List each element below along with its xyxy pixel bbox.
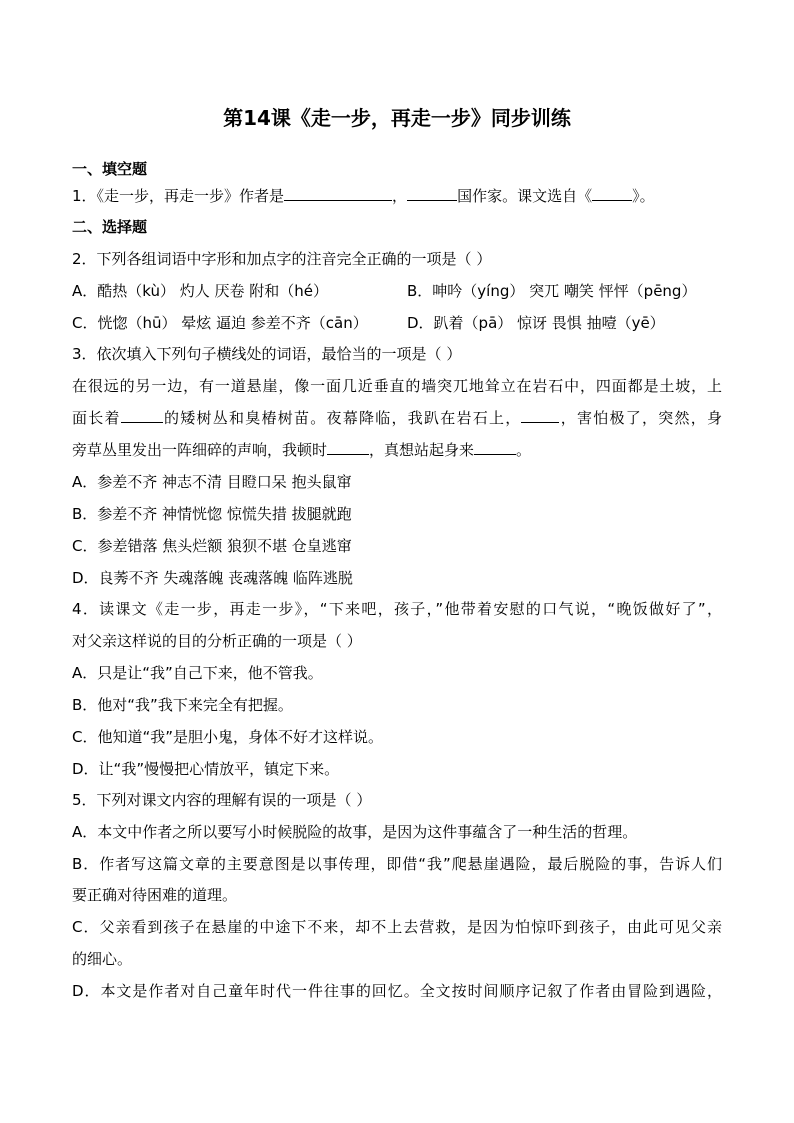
author-blank[interactable] xyxy=(284,185,392,201)
blank-1[interactable] xyxy=(121,407,163,423)
question-2-option-c: C．恍惚（hū） 晕炫 逼迫 参差不齐（cān） xyxy=(72,314,368,332)
question-1-text-c: 国作家。课文选自《 xyxy=(457,187,593,205)
question-4-option-c: C．他知道“我”是胆小鬼，身体不好才这样说。 xyxy=(72,728,384,746)
question-4-option-a: A．只是让“我”自己下来，他不管我。 xyxy=(72,664,323,682)
question-5-option-c-line-1: C．父亲看到孩子在悬崖的中途下不来，却不上去营救，是因为怕惊吓到孩子，由此可见父亲 xyxy=(72,918,722,936)
question-5-option-d-line-1: D．本文是作者对自己童年时代一件往事的回忆。全文按时间顺序记叙了作者由冒险到遇险， xyxy=(72,982,722,1000)
question-3-option-b: B．参差不齐 神情恍惚 惊慌失措 拔腿就跑 xyxy=(72,505,352,523)
blank-2[interactable] xyxy=(521,407,559,423)
question-2-stem: 2．下列各组词语中字形和加点字的注音完全正确的一项是（ ） xyxy=(72,250,492,268)
question-1-text-a: 1．《走一步，再走一步》作者是 xyxy=(72,187,285,205)
passage-text: 旁草丛里发出一阵细碎的声响，我顿时 xyxy=(72,441,328,459)
section-heading-fill: 一、填空题 xyxy=(72,160,148,178)
section-heading-choice: 二、选择题 xyxy=(72,218,148,236)
question-3-option-c: C．参差错落 焦头烂额 狼狈不堪 仓皇逃窜 xyxy=(72,537,352,555)
question-2-option-b: B．呻吟（yíng） 突兀 嘲笑 怦怦（pēng） xyxy=(407,282,697,300)
question-4-stem-line-1: 4．读课文《走一步，再走一步》，“下来吧，孩子，”他带着安慰的口气说，“晚饭做好了”， xyxy=(72,600,722,618)
question-3-stem: 3．依次填入下列句子横线处的词语，最恰当的一项是（ ） xyxy=(72,345,462,363)
question-5-option-a: A．本文中作者之所以要写小时候脱险的故事，是因为这件事蕴含了一种生活的哲理。 xyxy=(72,823,638,841)
country-blank[interactable] xyxy=(407,185,457,201)
question-3-option-a: A．参差不齐 神志不清 目瞪口呆 抱头鼠窜 xyxy=(72,473,352,491)
question-3-passage-line-3 xyxy=(72,439,531,461)
source-blank[interactable] xyxy=(592,185,632,201)
blank-4[interactable] xyxy=(474,439,516,455)
question-3-passage-line-2 xyxy=(72,407,722,429)
question-5-option-b-line-1: B．作者写这篇文章的主要意图是以事传理，即借“我”爬悬崖遇险，最后脱险的事，告诉人们 xyxy=(72,855,722,873)
question-1-text-b: ， xyxy=(392,187,408,205)
question-1-text-d: 》。 xyxy=(632,187,655,205)
question-5-stem: 5．下列对课文内容的理解有误的一项是（ ） xyxy=(72,791,372,809)
question-4-stem-line-2: 对父亲这样说的目的分析正确的一项是（ ） xyxy=(72,632,362,650)
passage-text: 。 xyxy=(516,441,532,459)
passage-text: ，真想站起身来 xyxy=(369,441,475,459)
question-3-option-d: D．良莠不齐 失魂落魄 丧魂落魄 临阵逃脱 xyxy=(72,569,353,587)
question-5-option-c-line-2: 的细心。 xyxy=(72,950,133,968)
question-5-option-b-line-2: 要正确对待困难的道理。 xyxy=(72,886,238,904)
question-3-passage-line-1: 在很远的另一边，有一道悬崖，像一面几近垂直的墙突兀地耸立在岩石中，四面都是土坡，上 xyxy=(72,377,722,395)
passage-text: 的矮树丛和臭椿树苗。夜幕降临，我趴在岩石上， xyxy=(162,409,522,427)
blank-3[interactable] xyxy=(327,439,369,455)
passage-text: 面长着 xyxy=(72,409,121,427)
question-1 xyxy=(72,185,655,207)
question-2-option-d: D．趴着（pā） 惊讶 畏惧 抽噎（yē） xyxy=(407,314,665,332)
page-title: 第14课《走一步，再走一步》同步训练 xyxy=(223,106,571,130)
question-4-option-d: D．让“我”慢慢把心情放平，镇定下来。 xyxy=(72,760,340,778)
question-4-option-b: B．他对“我”我下来完全有把握。 xyxy=(72,696,293,714)
question-2-option-a: A．酷热（kù） 灼人 厌卷 附和（hé） xyxy=(72,282,329,300)
passage-text: ，害怕极了，突然，身 xyxy=(559,409,722,427)
